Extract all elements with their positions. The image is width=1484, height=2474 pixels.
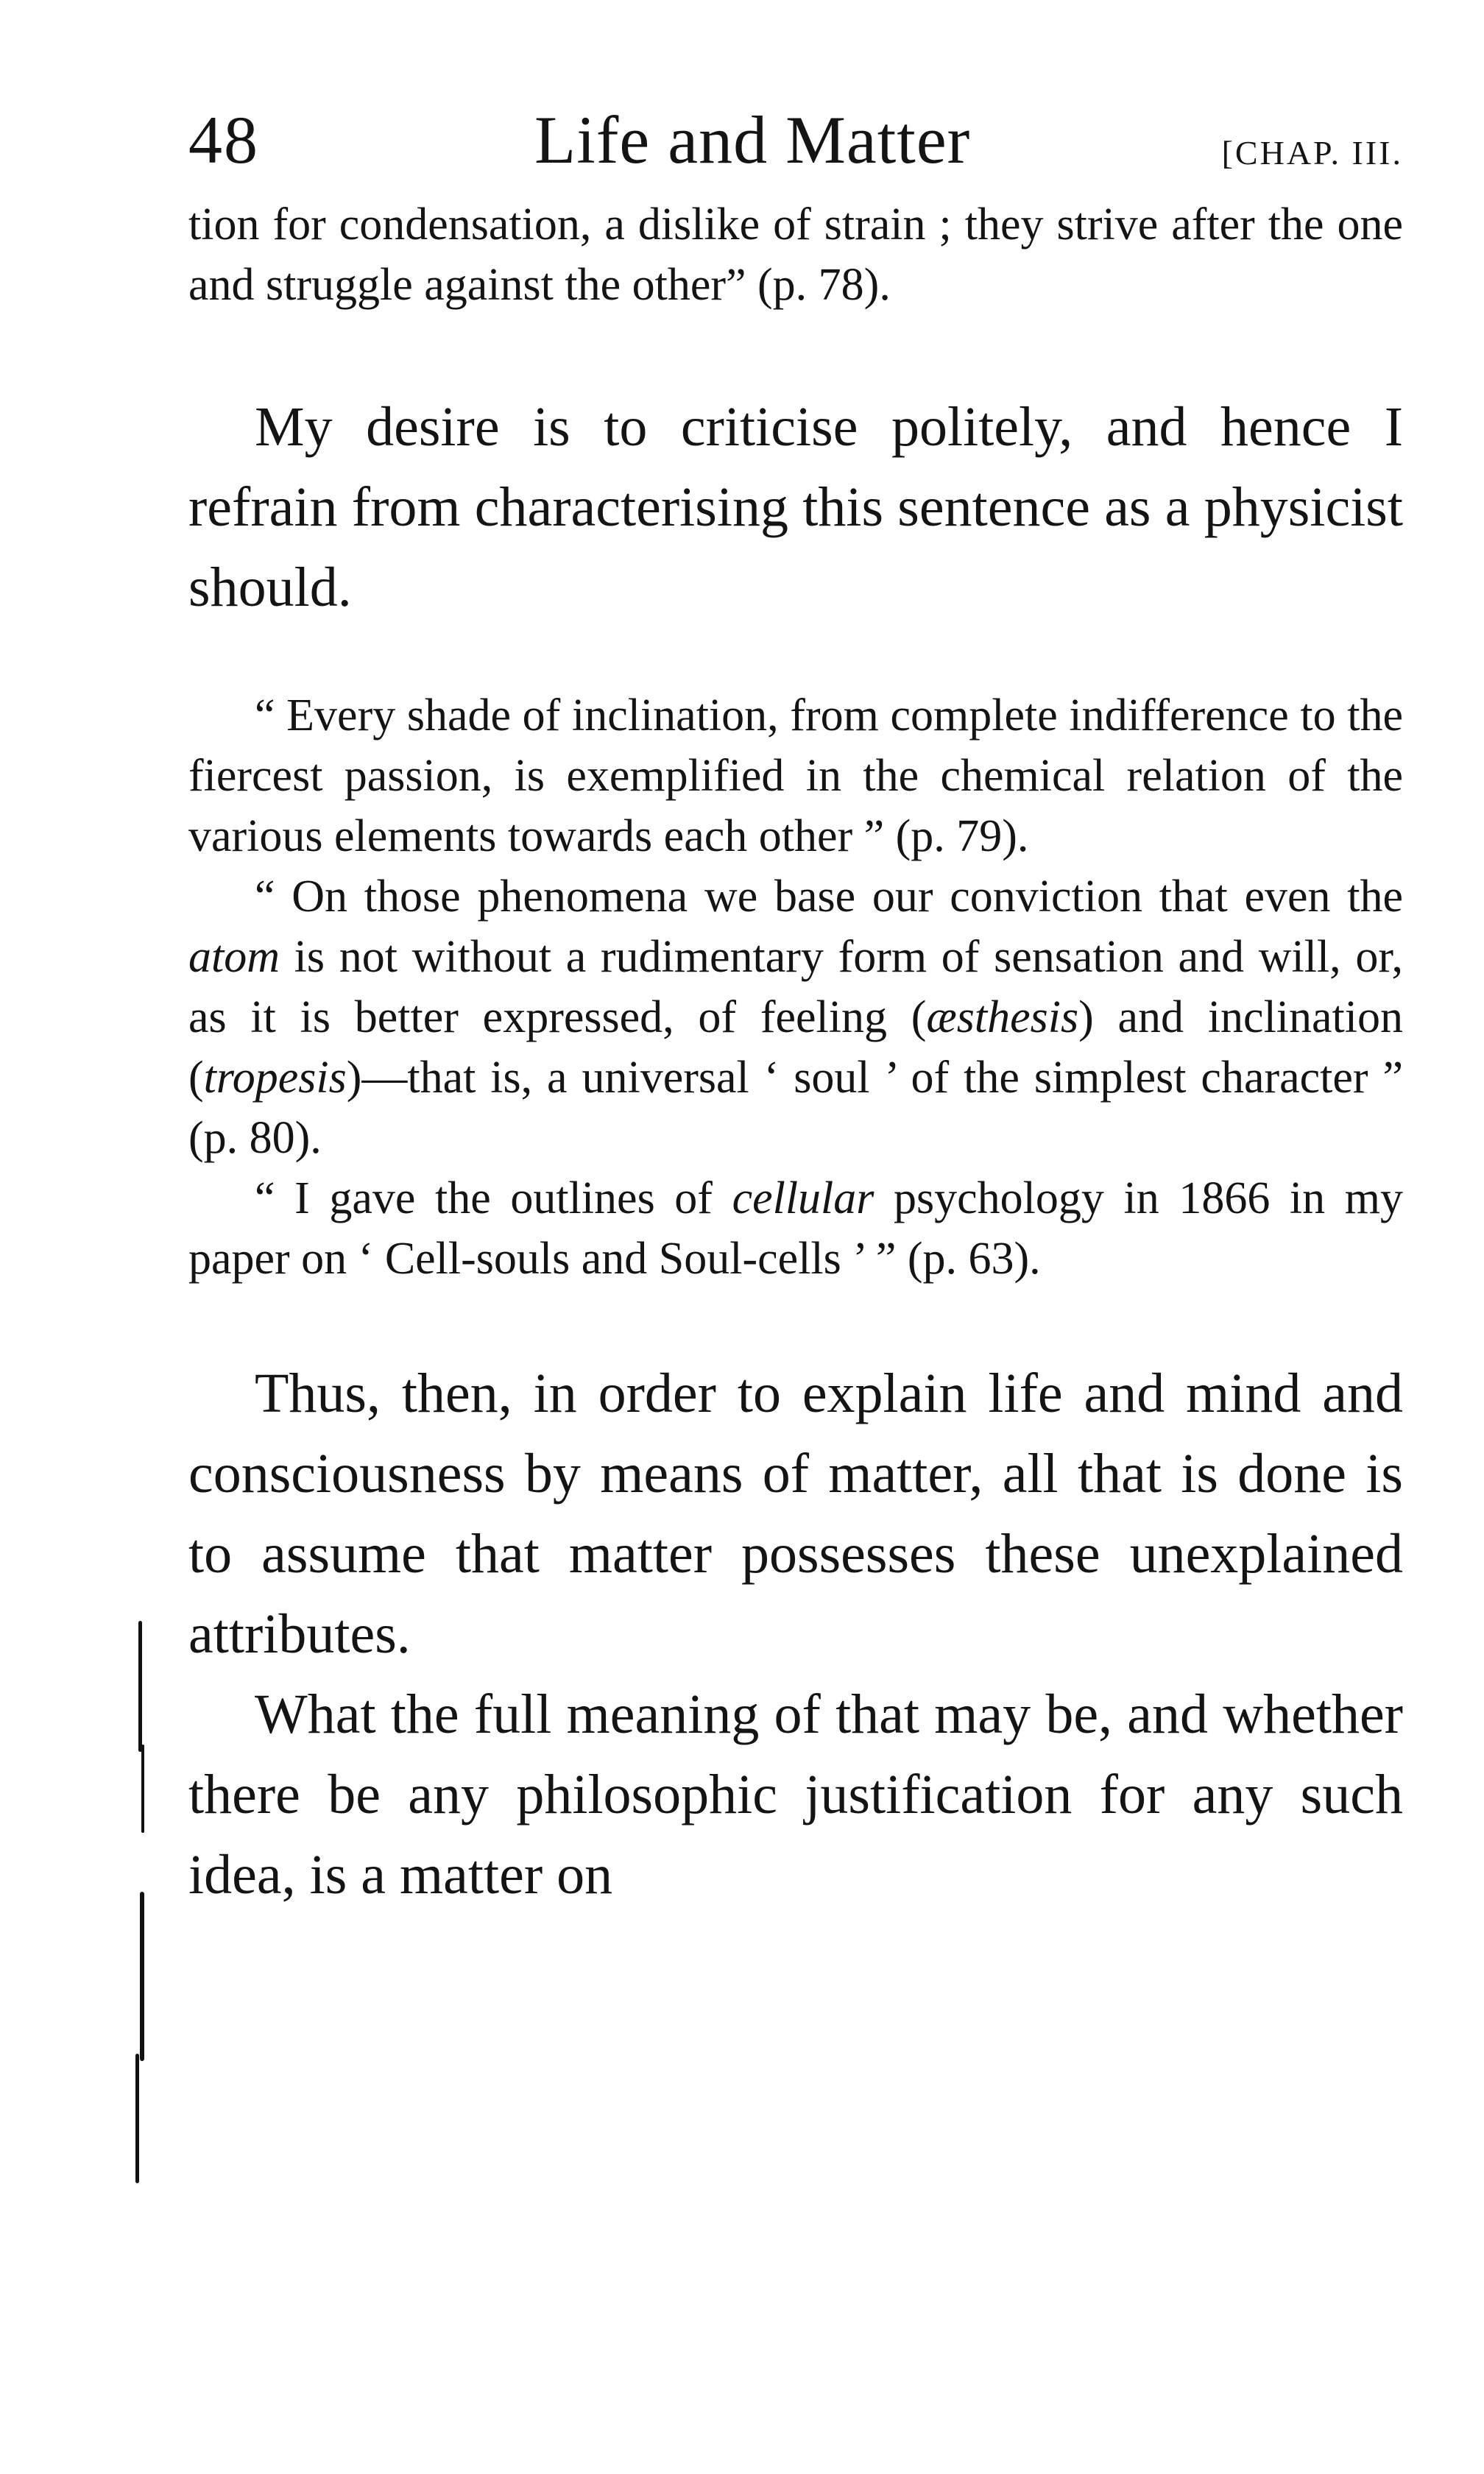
quote-text: ) and inclination (	[188, 992, 1403, 1103]
margin-pencil-mark	[135, 2054, 139, 2183]
quote-text: )—that is, a universal ‘ soul ’ of the simplest character ” (p. 80).	[188, 1053, 1403, 1163]
margin-pencil-mark	[141, 1745, 144, 1833]
quotation-every-shade: “ Every shade of inclination, from complete indifference to the fiercest passion, is exemplified in the chemical relation of the various elements towards each other ” (p. 79).	[188, 690, 1403, 861]
running-head	[188, 96, 1403, 184]
quotation-cellular	[188, 1168, 1403, 1289]
quote-text: “ On those phenomena we base our conviction that even the	[255, 872, 1403, 922]
chapter-reference: [CHAP. III.	[1221, 134, 1403, 172]
italic-term-aesthesis: æsthesis	[926, 992, 1079, 1042]
italic-term-tropesis: tropesis	[203, 1053, 347, 1103]
continuation-paragraph: tion for condensation, a dislike of strain ; they strive after the one and struggle against the other” (p. 78).	[188, 199, 1403, 310]
margin-pencil-mark	[138, 1621, 142, 1752]
book-page	[188, 96, 1403, 1915]
quote-text: “ I gave the outlines of	[255, 1173, 732, 1223]
quote-text: is not without a rudimentary form of sensation and will, or, as it is better expressed, of feeling (	[188, 932, 1403, 1042]
quotation-phenomena	[188, 866, 1403, 1168]
conclusion-paragraph: Thus, then, in order to explain life and mind and consciousness by means of matter, all that is done is to assume that matter possesses these unexplained attributes.	[188, 1363, 1403, 1665]
quote-text: psychology in 1866 in my paper on ‘ Cell-souls and Soul-cells ’ ” (p. 63).	[188, 1173, 1403, 1284]
author-comment-paragraph: My desire is to criticise politely, and hence I refrain from characterising this sentence as a physicist should.	[188, 396, 1403, 618]
italic-term-atom: atom	[188, 932, 280, 982]
margin-pencil-mark	[140, 1892, 144, 2061]
running-title: Life and Matter	[534, 102, 971, 177]
italic-term-cellular: cellular	[732, 1173, 875, 1223]
page-number: 48	[188, 102, 259, 177]
closing-paragraph: What the full meaning of that may be, and whether there be any philosophic justification for any such idea, is a matter on	[188, 1683, 1403, 1906]
